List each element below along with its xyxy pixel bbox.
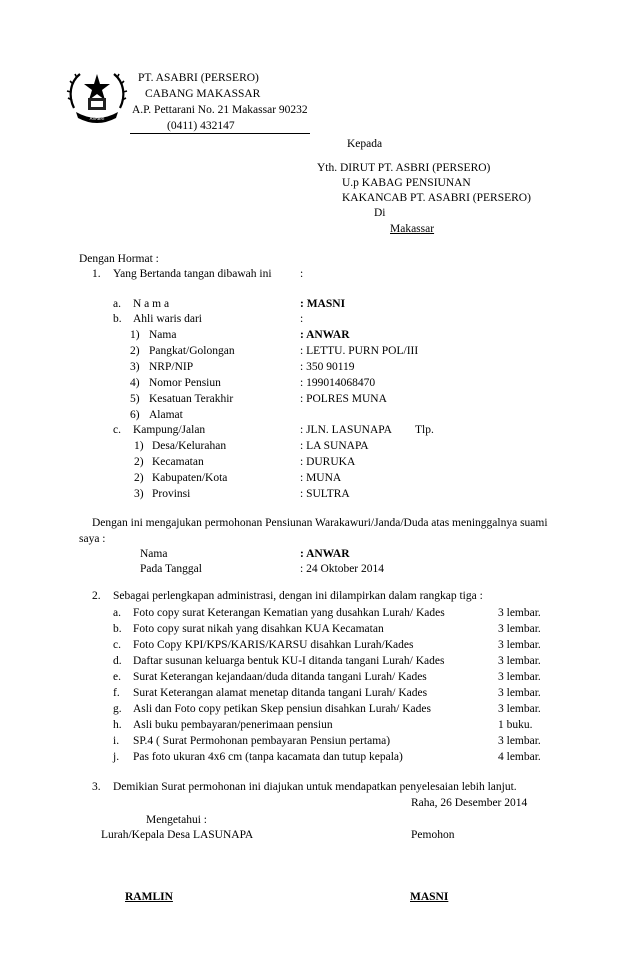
- recipient-kepada: Kepada: [347, 138, 383, 150]
- header-branch: CABANG MAKASSAR: [145, 88, 261, 100]
- sec1-b-label: Ahli waris dari: [133, 313, 202, 325]
- sec2-number: 2.: [92, 590, 101, 602]
- sec2-item-qty: 3 lembar.: [498, 735, 541, 747]
- sec2-item-letter: c.: [113, 639, 121, 651]
- sec2-item-qty: 3 lembar.: [498, 687, 541, 699]
- opening-greeting: Dengan Hormat :: [79, 253, 159, 265]
- addr-num: 2): [134, 456, 144, 468]
- addr-label: Kabupaten/Kota: [152, 472, 228, 484]
- header-phone: (0411) 432147: [167, 120, 235, 132]
- svg-text:ASABRI: ASABRI: [89, 116, 105, 121]
- heir-label: Nama: [149, 329, 177, 341]
- sec2-item-text: Foto Copy KPI/KPS/KARIS/KARSU disahkan Lurah/Kades: [133, 639, 414, 651]
- sec2-item-letter: a.: [113, 607, 121, 619]
- sec2-item-text: Surat Keterangan alamat menetap ditanda tangani Lurah/ Kades: [133, 687, 428, 699]
- recipient-kakancab: KAKANCAB PT. ASABRI (PERSERO): [342, 192, 531, 204]
- sec1-a-letter: a.: [113, 298, 121, 310]
- heir-label: Pangkat/Golongan: [149, 345, 235, 357]
- addr-label: Desa/Kelurahan: [152, 440, 227, 452]
- addr-num: 3): [134, 488, 144, 500]
- closing-lurah-title: Lurah/Kepala Desa LASUNAPA: [101, 829, 254, 841]
- sec2-item-text: Asli dan Foto copy petikan Skep pensiun disahkan Lurah/ Kades: [133, 703, 431, 715]
- heir-value: : ANWAR: [300, 329, 350, 341]
- signature-name-left: RAMLIN: [125, 891, 173, 903]
- addr-value: : DURUKA: [300, 456, 356, 468]
- sec2-item-letter: j.: [113, 751, 120, 763]
- sec1-number: 1.: [92, 268, 101, 280]
- heir-num: 1): [130, 329, 140, 341]
- heir-label: Kesatuan Terakhir: [149, 393, 234, 405]
- header-divider: [130, 133, 310, 134]
- heir-value: : POLRES MUNA: [300, 393, 387, 405]
- sec2-item-text: Foto copy surat Keterangan Kematian yang dusahkan Lurah/ Kades: [133, 607, 445, 619]
- request-nama-value: : ANWAR: [300, 548, 350, 560]
- sec2-item-text: Foto copy surat nikah yang disahkan KUA Kecamatan: [133, 623, 384, 635]
- recipient-yth: Yth. DIRUT PT. ASBRI (PERSERO): [317, 162, 491, 174]
- sec2-item-qty: 3 lembar.: [498, 623, 541, 635]
- sec1-c-value: : JLN. LASUNAPA: [300, 424, 392, 436]
- sec1-a-label: N a m a: [133, 298, 170, 310]
- heir-num: 6): [130, 409, 140, 421]
- heir-value: : LETTU. PURN POL/III: [300, 345, 419, 357]
- request-tgl-value: : 24 Oktober 2014: [300, 563, 385, 575]
- sec2-item-qty: 4 lembar.: [498, 751, 541, 763]
- sec2-item-text: Pas foto ukuran 4x6 cm (tanpa kacamata dan tutup kepala): [133, 751, 403, 763]
- sec2-item-text: Asli buku pembayaran/penerimaan pensiun: [133, 719, 333, 731]
- addr-num: 2): [134, 472, 144, 484]
- sec2-intro: Sebagai perlengkapan administrasi, dengan ini dilampirkan dalam rangkap tiga :: [113, 590, 483, 602]
- recipient-city: Makassar: [390, 223, 435, 235]
- request-nama-label: Nama: [140, 548, 168, 560]
- header-company: PT. ASABRI (PERSERO): [138, 72, 259, 84]
- sec2-item-letter: f.: [113, 687, 120, 699]
- request-line2: saya :: [79, 533, 106, 545]
- sec1-c-tlp: Tlp.: [415, 424, 434, 436]
- closing-mengetahui: Mengetahui :: [146, 814, 207, 826]
- sec2-item-qty: 3 lembar.: [498, 655, 541, 667]
- heir-num: 2): [130, 345, 140, 357]
- addr-label: Provinsi: [152, 488, 191, 500]
- request-line1: Dengan ini mengajukan permohonan Pensiunan Warakawuri/Janda/Duda atas meninggalnya suami: [92, 517, 548, 529]
- sec2-item-qty: 3 lembar.: [498, 639, 541, 651]
- heir-num: 4): [130, 377, 140, 389]
- sec2-item-qty: 3 lembar.: [498, 607, 541, 619]
- recipient-up: U.p KABAG PENSIUNAN: [342, 177, 471, 189]
- heir-value: : 350 90119: [300, 361, 355, 373]
- sec2-item-letter: h.: [113, 719, 122, 731]
- addr-label: Kecamatan: [152, 456, 204, 468]
- sec1-c-letter: c.: [113, 424, 121, 436]
- sec1-c-label: Kampung/Jalan: [133, 424, 206, 436]
- sec2-item-text: Daftar susunan keluarga bentuk KU-I ditanda tangani Lurah/ Kades: [133, 655, 445, 667]
- sec1-colon: :: [300, 268, 304, 280]
- heir-label: Nomor Pensiun: [149, 377, 221, 389]
- sec1-a-value: : MASNI: [300, 298, 346, 310]
- asabri-logo-emblem-icon: [66, 68, 128, 130]
- heir-label: NRP/NIP: [149, 361, 194, 373]
- sec2-item-letter: b.: [113, 623, 122, 635]
- sec2-item-letter: i.: [113, 735, 120, 747]
- sec2-item-text: SP.4 ( Surat Permohonan pembayaran Pensiun pertama): [133, 735, 391, 747]
- heir-value: : 199014068470: [300, 377, 376, 389]
- sec2-item-letter: d.: [113, 655, 122, 667]
- signature-name-right: MASNI: [410, 891, 449, 903]
- sec3-number: 3.: [92, 781, 101, 793]
- heir-num: 3): [130, 361, 140, 373]
- sec2-item-qty: 3 lembar.: [498, 671, 541, 683]
- sec1-b-letter: b.: [113, 313, 122, 325]
- addr-value: : MUNA: [300, 472, 342, 484]
- sec2-item-letter: e.: [113, 671, 121, 683]
- closing-place-date: Raha, 26 Desember 2014: [411, 797, 528, 809]
- request-tgl-label: Pada Tanggal: [140, 563, 202, 575]
- addr-value: : SULTRA: [300, 488, 350, 500]
- sec2-item-letter: g.: [113, 703, 122, 715]
- sec1-label: Yang Bertanda tangan dibawah ini: [113, 268, 272, 280]
- addr-value: : LA SUNAPA: [300, 440, 369, 452]
- sec1-b-value: :: [300, 313, 304, 325]
- heir-num: 5): [130, 393, 140, 405]
- sec3-text: Demikian Surat permohonan ini diajukan untuk mendapatkan penyelesaian lebih lanjut.: [113, 781, 517, 793]
- heir-label: Alamat: [149, 409, 183, 421]
- header-address: A.P. Pettarani No. 21 Makassar 90232: [132, 104, 308, 116]
- sec2-item-text: Surat Keterangan kejandaan/duda ditanda tangani Lurah/ Kades: [133, 671, 427, 683]
- addr-num: 1): [134, 440, 144, 452]
- recipient-di: Di: [374, 207, 386, 219]
- sec2-item-qty: 1 buku.: [498, 719, 533, 731]
- closing-pemohon-title: Pemohon: [411, 829, 455, 841]
- sec2-item-qty: 3 lembar.: [498, 703, 541, 715]
